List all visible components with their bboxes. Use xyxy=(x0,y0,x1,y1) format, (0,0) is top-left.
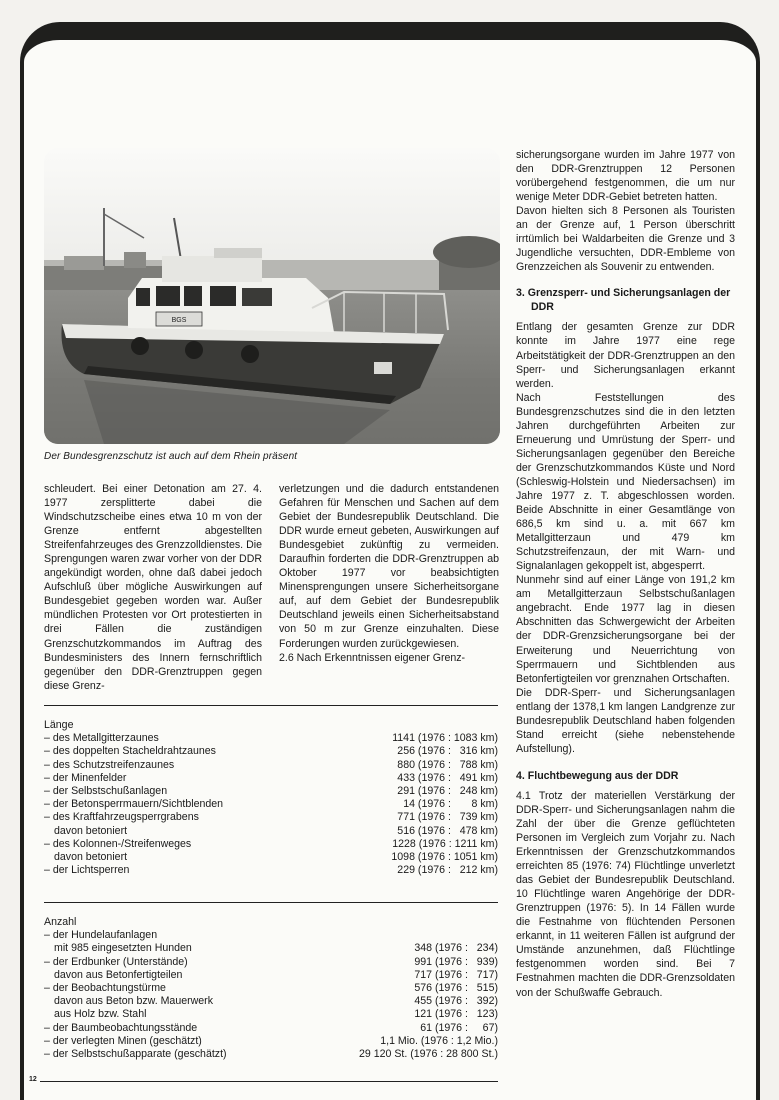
table-row xyxy=(44,864,498,877)
column-left xyxy=(44,482,262,693)
table-row xyxy=(44,1048,498,1061)
table-row-value: 771 (1976 : 739 km) xyxy=(397,811,498,824)
table-row-value: 256 (1976 : 316 km) xyxy=(397,745,498,758)
table-row-label: – des Kolonnen-/Streifenweges xyxy=(44,837,192,850)
table-top-rule xyxy=(44,705,498,706)
table-row-value: 1,1 Mio. (1976 : 1,2 Mio.) xyxy=(380,1034,498,1047)
table-row-value: 121 (1976 : 123) xyxy=(414,1008,498,1021)
table-middle-rule xyxy=(44,902,498,903)
table-row-value: 991 (1976 : 939) xyxy=(414,955,498,968)
table-row-value: 1228 (1976 : 1211 km) xyxy=(392,837,498,850)
table-row-label: – der Minenfelder xyxy=(44,771,127,784)
footer-rule xyxy=(40,1081,498,1082)
right-paragraph-3: Entlang der gesamten Grenze zur DDR konnte im Jahre 1977 eine rege Arbeitstätigkeit der DDR-Grenztruppen an den Sperr- und Sicherungsanlagen erkannt werden. xyxy=(516,321,735,390)
page-number: 12 xyxy=(29,1076,37,1083)
column-middle xyxy=(279,482,499,665)
table-row-label: – der Lichtsperren xyxy=(44,864,130,877)
table-row-label: – der Baumbeobachtungsstände xyxy=(44,1021,198,1034)
count-table xyxy=(44,916,498,1061)
table-row-value: 455 (1976 : 392) xyxy=(414,995,498,1008)
length-table-title: Länge xyxy=(44,719,74,731)
table-row-label: – der Beobachtungstürme xyxy=(44,982,166,995)
photo-caption: Der Bundesgrenzschutz ist auch auf dem Rhein präsent xyxy=(44,451,298,462)
table-row xyxy=(44,732,498,745)
table-row-value: 61 (1976 : 67) xyxy=(420,1021,498,1034)
count-table-rows xyxy=(44,929,498,1061)
table-row-value: 1098 (1976 : 1051 km) xyxy=(391,851,498,864)
boat-photo-image xyxy=(44,148,500,444)
table-row xyxy=(44,982,498,995)
table-row-label: – der Betonsperrmauern/Sichtblenden xyxy=(44,798,224,811)
table-row-label: – der Selbstschußanlagen xyxy=(44,785,168,798)
table-row-label: – des doppelten Stacheldrahtzaunes xyxy=(44,745,216,758)
table-row-value: 880 (1976 : 788 km) xyxy=(397,758,498,771)
table-row-value: 291 (1976 : 248 km) xyxy=(397,785,498,798)
column-right xyxy=(516,148,735,1000)
right-paragraph-1: sicherungsorgane wurden im Jahre 1977 von den DDR-Grenztruppen 12 Personen vorübergehend festgenommen, die um nur wenige Meter DDR-Gebiet betreten hatten. xyxy=(516,149,735,204)
table-row xyxy=(44,838,498,851)
table-row xyxy=(44,956,498,969)
right-paragraph-5: Nunmehr sind auf einer Länge von 191,2 km am Metallgitterzaun Selbstschußanlagen angebracht. Ende 1977 lag in diesen Abschnitten das Schwergewicht der Arbeiten der DDR-Grenzsicherungsorgane bei der Erweiterung und Neuerrichtung von Sperrmauern und Sichtblenden aus Betonfertigteilen vor grenznahen Ortschaften. xyxy=(516,574,735,685)
table-row xyxy=(44,1035,498,1048)
middle-paragraph-1: verletzungen und die dadurch entstandenen Gefahren für Menschen und Sachen auf dem Gebiet der Bundesrepublik Deutschland. Die DDR wurde erneut gebeten, Auswirkungen auf Bundesgebiet zukünftig zu vermeiden. Daraufhin forderten die DDR-Grenztruppen ab Oktober 1977 vor beabsichtigten Minensprengungen unsere Sicherheitsorgane auf, auf dem Gebiet der Bundesrepublik Deutschland jeweils einen Sicherheitsabstand von 50 m zur Grenze einzuhalten. Diese Forderungen wurden zurückgewiesen. xyxy=(279,483,499,650)
section-heading-3: 3. Grenzsperr- und Sicherungsanlagen der DDR xyxy=(516,287,731,314)
table-row-label: – des Schutzstreifenzaunes xyxy=(44,758,175,771)
table-row xyxy=(44,1022,498,1035)
middle-paragraph-2: 2.6 Nach Erkenntnissen eigener Grenz- xyxy=(279,651,466,664)
table-row-value: 576 (1976 : 515) xyxy=(414,982,498,995)
table-row xyxy=(44,772,498,785)
table-row-value: 29 120 St. (1976 : 28 800 St.) xyxy=(359,1048,498,1061)
table-row xyxy=(44,1008,498,1021)
table-row xyxy=(44,825,498,838)
table-row-label: davon aus Betonfertigteilen xyxy=(54,968,183,981)
table-row xyxy=(44,969,498,982)
table-row-value: 433 (1976 : 491 km) xyxy=(397,771,498,784)
table-row-label: – der Hundelaufanlagen xyxy=(44,929,158,942)
table-row-value: 717 (1976 : 717) xyxy=(414,968,498,981)
boat-hull-marking: BGS xyxy=(171,317,187,324)
table-row xyxy=(44,811,498,824)
table-row xyxy=(44,759,498,772)
table-row-label: – der Erdbunker (Unterstände) xyxy=(44,955,188,968)
table-row xyxy=(44,851,498,864)
table-row-value: 229 (1976 : 212 km) xyxy=(397,864,498,877)
table-row-label: davon betoniert xyxy=(54,851,128,864)
table-row-label: davon betoniert xyxy=(54,824,128,837)
table-row xyxy=(44,942,498,955)
table-row-label: – der Selbstschußapparate (geschätzt) xyxy=(44,1048,227,1061)
table-row-value xyxy=(348,929,498,942)
table-row-label: mit 985 eingesetzten Hunden xyxy=(54,942,192,955)
boat-photo xyxy=(44,148,500,444)
left-paragraph: schleudert. Bei einer Detonation am 27. 4. 1977 zersplitterte dabei die Windschutzscheibe eines etwa 10 m von der Grenze entfernt abgestellten Streifenfahrzeuges des Grenzzolldienstes. Die Sprengungen waren zwar vorher von der DDR angekündigt worden, ohne daß dabei jedoch Aufschluß über mögliche Auswirkungen auf Bundesgebiet gegeben worden war. Außer mündlichen Protesten vor Ort protestierten in drei Fällen die zuständigen Grenzschutzkommandos im Auftrag des Bundesministers des Innern fernschriftlich gegenüber den DDR-Grenztruppen gegen diese Grenz- xyxy=(44,483,262,692)
length-table-rows xyxy=(44,732,498,877)
table-row xyxy=(44,929,498,942)
table-row-value: 1141 (1976 : 1083 km) xyxy=(392,732,498,745)
table-row-label: – des Metallgitterzaunes xyxy=(44,732,159,745)
table-row-value: 516 (1976 : 478 km) xyxy=(397,824,498,837)
length-table xyxy=(44,719,498,877)
count-table-title: Anzahl xyxy=(44,916,77,928)
table-row-label: davon aus Beton bzw. Mauerwerk xyxy=(54,995,213,1008)
right-paragraph-6: Die DDR-Sperr- und Sicherungsanlagen entlang der 1378,1 km langen Landgrenze zur Bundesrepublik Deutschland haben folgenden Stand erreicht (siehe nebenstehende Aufstellung). xyxy=(516,686,735,755)
table-row-value: 14 (1976 : 8 km) xyxy=(403,798,498,811)
table-row xyxy=(44,745,498,758)
table-row-label: aus Holz bzw. Stahl xyxy=(54,1008,147,1021)
table-row-label: – des Kraftfahrzeugsperrgrabens xyxy=(44,811,199,824)
right-paragraph-7: 4.1 Trotz der materiellen Verstärkung der DDR-Sperr- und Sicherungsanlagen nahm die Zahl der über die Grenze geflüchteten Personen im Vergleich zum Vorjahr zu. Nach Erkenntnissen der Grenzschutzkommandos erreichten 85 (1976: 74) Flüchtlinge unverletzt das Gebiet der Bundesrepublik Deutschland. 10 Flüchtlinge waren Angehörige der DDR-Grenztruppen (1976: 5). In 14 Fällen wurde die Festnahme von flüchtenden Personen erkannt, in 11 weiteren Fällen ist aufgrund der Umstände anzunehmen, daß Flüchtlinge festgenommen worden sind. Bei 7 Festnahmen machten die DDR-Grenzsoldaten von der Schußwaffe Gebrauch. xyxy=(516,789,735,999)
table-row xyxy=(44,798,498,811)
right-paragraph-4: Nach Feststellungen des Bundesgrenzschutzes sind die in den letzten Jahren durchgeführten Arbeiten zur Erneuerung und Umrüstung der Sperr- und Sicherungsanlagen gegenüber den Bereiche der Grenzschutzkommandos Küste und Nord (Schleswig-Holstein und Niedersachsen) im Jahre 1977 z. T. abgeschlossen worden. Beide Abschnitte in einer Gesamtlänge von 686,5 km sind u. a. mit 667 km Metallgitterzaun und 479 km Schutzstreifenzaun, der mit Warn- und Signalanlagen gekoppelt ist, abgesperrt. xyxy=(516,391,735,573)
section-heading-4: 4. Fluchtbewegung aus der DDR xyxy=(516,769,679,782)
table-row-value: 348 (1976 : 234) xyxy=(414,942,498,955)
table-row xyxy=(44,785,498,798)
table-row xyxy=(44,995,498,1008)
right-paragraph-2: Davon hielten sich 8 Personen als Touristen an der Grenze auf, 1 Person überschritt irrtümlich bei Waldarbeiten die Grenze und 3 Jugendliche versuchten, DDR-Embleme von Grenzzeichen als Souvenir zu entwenden. xyxy=(516,205,735,274)
table-row-label: – der verlegten Minen (geschätzt) xyxy=(44,1034,202,1047)
